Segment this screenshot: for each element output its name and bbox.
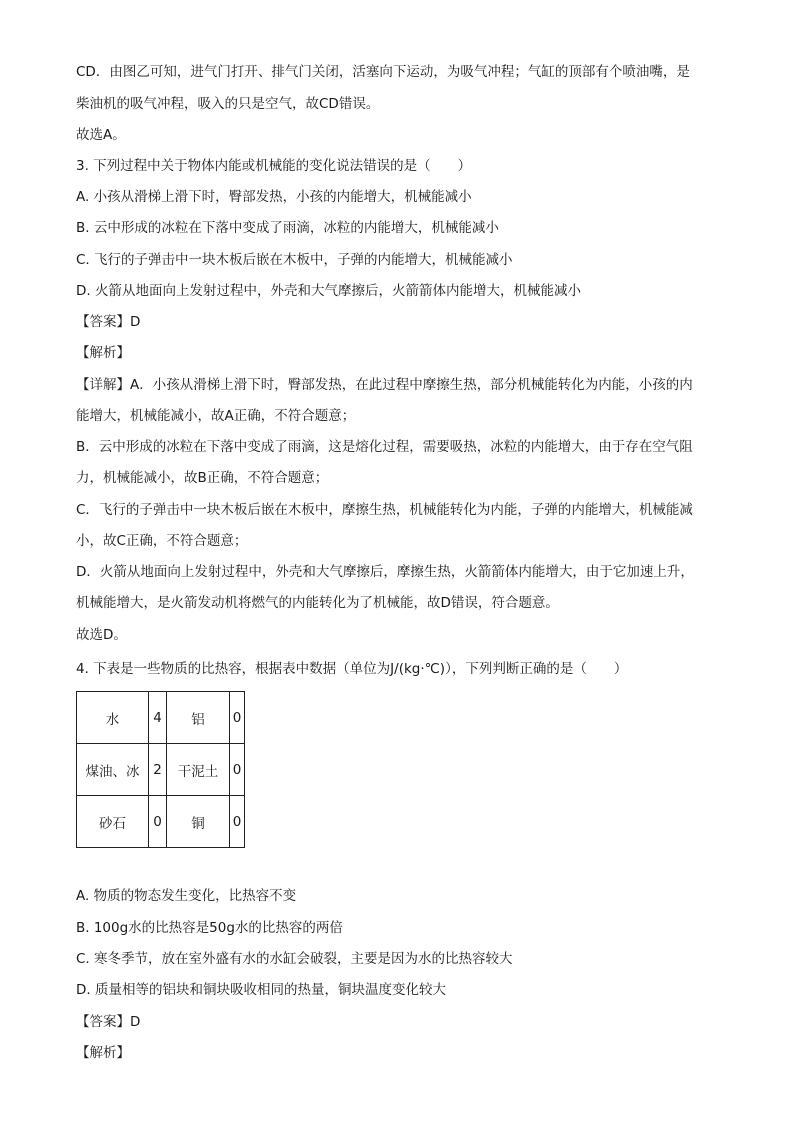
text-line: 柴油机的吸气冲程，吸入的只是空气，故CD错误。 [76, 96, 380, 112]
option-b: B. 100g水的比热容是50g水的比热容的两倍 [76, 920, 343, 936]
option-a: A. 物质的物态发生变化，比热容不变 [76, 888, 297, 904]
question-3: 3. 下列过程中关于物体内能或机械能的变化说法错误的是（ ） [76, 158, 472, 174]
specific-heat-table [76, 691, 245, 848]
explanation-line: D．火箭从地面向上发射过程中，外壳和大气摩擦后，摩擦生热，火箭箭体内能增大，由于它加速上升， [76, 564, 694, 580]
table-row [77, 692, 245, 744]
analysis-label: 【解析】 [76, 1045, 130, 1061]
table-cell: 砂石 [77, 796, 149, 848]
answer-label: 【答案】D [76, 1014, 141, 1030]
table-cell: 0 [230, 744, 245, 796]
explanation-line: 机械能增大，是火箭发动机将燃气的内能转化为了机械能，故D错误，符合题意。 [76, 595, 559, 611]
analysis-label: 【解析】 [76, 345, 130, 361]
table-cell: 煤油、冰 [77, 744, 149, 796]
table-cell: 2 [149, 744, 167, 796]
explanation-line: C．飞行的子弹击中一块木板后嵌在木板中，摩擦生热，机械能转化为内能，子弹的内能增大，机械能减 [76, 502, 693, 518]
answer-label: 【答案】D [76, 314, 141, 330]
option-d: D. 质量相等的铝块和铜块吸收相同的热量，铜块温度变化较大 [76, 982, 446, 998]
explanation-line: B．云中形成的冰粒在下落中变成了雨滴，这是熔化过程，需要吸热，冰粒的内能增大，由于存在空气阻 [76, 439, 693, 455]
explanation-line: 能增大，机械能减小，故A正确，不符合题意； [76, 408, 356, 424]
question-4: 4. 下表是一些物质的比热容，根据表中数据（单位为J/(kg·℃)），下列判断正确的是（ ） [76, 661, 628, 677]
option-c: C. 寒冬季节，放在室外盛有水的水缸会破裂，主要是因为水的比热容较大 [76, 951, 513, 967]
explanation-line: 【详解】A．小孩从滑梯上滑下时，臀部发热，在此过程中摩擦生热，部分机械能转化为内能，小孩的内 [76, 377, 693, 393]
table-cell: 0 [149, 796, 167, 848]
table-cell: 0 [230, 692, 245, 744]
option-c: C. 飞行的子弹击中一块木板后嵌在木板中，子弹的内能增大，机械能减小 [76, 252, 513, 268]
text-line: CD．由图乙可知，进气门打开、排气门关闭，活塞向下运动，为吸气冲程；气缸的顶部有个喷油嘴，是 [76, 64, 690, 80]
option-a: A. 小孩从滑梯上滑下时，臀部发热，小孩的内能增大，机械能减小 [76, 189, 472, 205]
explanation-line: 故选D。 [76, 627, 127, 643]
option-b: B. 云中形成的冰粒在下落中变成了雨滴，冰粒的内能增大，机械能减小 [76, 220, 499, 236]
table-cell: 水 [77, 692, 149, 744]
option-d: D. 火箭从地面向上发射过程中，外壳和大气摩擦后，火箭箭体内能增大，机械能减小 [76, 283, 581, 299]
table-row [77, 796, 245, 848]
table-cell: 干泥土 [167, 744, 230, 796]
text-line: 故选A。 [76, 127, 126, 143]
table-cell: 0 [230, 796, 245, 848]
table-cell: 铜 [167, 796, 230, 848]
explanation-line: 小，故C正确，不符合题意； [76, 533, 248, 549]
explanation-line: 力，机械能减小，故B正确，不符合题意； [76, 470, 329, 486]
table-row [77, 744, 245, 796]
table-cell: 4 [149, 692, 167, 744]
table-cell: 铝 [167, 692, 230, 744]
